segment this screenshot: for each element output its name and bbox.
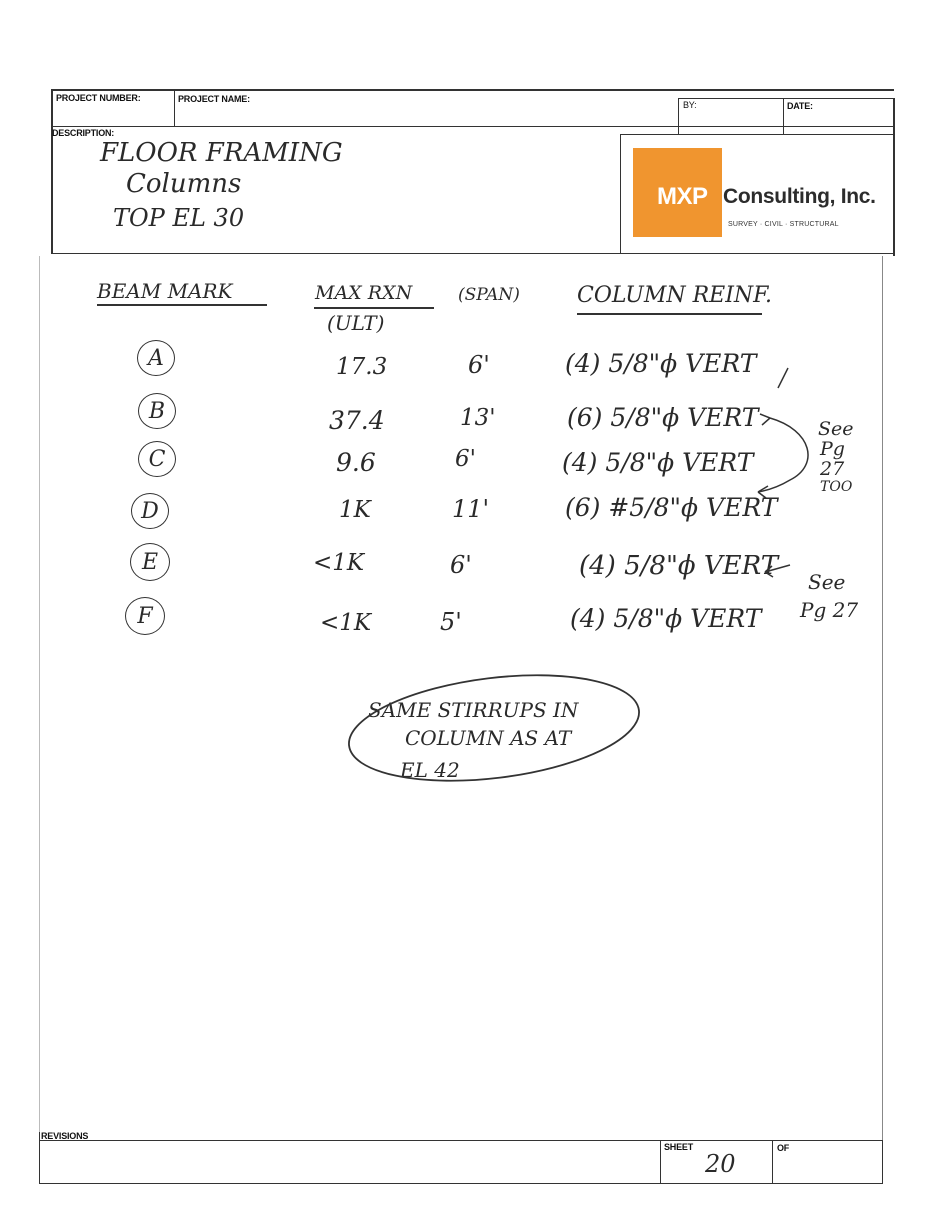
description-line-2: Columns [126, 169, 242, 199]
header-max-rxn: MAX RXN [315, 282, 413, 304]
arrow-row-e [765, 565, 790, 577]
row-a-reinf: (4) 5/8"ϕ VERT [565, 349, 757, 378]
row-d-reinf: (6) #5/8"ϕ VERT [565, 493, 778, 522]
beam-mark-d: D [141, 498, 159, 524]
row-a-span: 6' [468, 351, 490, 379]
header-beam-mark: BEAM MARK [97, 279, 233, 303]
header-max-rxn-unit: (ULT) [327, 311, 385, 335]
bottom-strip-top-border [39, 1140, 883, 1141]
see-note-2-line-1: See [808, 570, 846, 594]
of-label: OF [777, 1143, 790, 1153]
date-label: DATE: [787, 101, 813, 111]
row-e-rxn: <1K [313, 550, 365, 576]
row-b-reinf: (6) 5/8"ϕ VERT [567, 403, 759, 432]
logo-company-name: Consulting, Inc. [723, 185, 876, 208]
oval-note-line-1: SAME STIRRUPS IN [368, 698, 579, 722]
row-c-span: 6' [455, 446, 476, 472]
see-note-2-line-2: Pg 27 [800, 598, 859, 622]
sheet-label: SHEET [664, 1142, 694, 1152]
header-span: (SPAN) [458, 285, 520, 305]
row-e-span: 6' [450, 551, 472, 579]
bracket-arrow [758, 418, 808, 492]
project-name-label: PROJECT NAME: [178, 94, 250, 104]
by-label: BY: [683, 100, 697, 110]
row-f-span: 5' [440, 608, 462, 636]
oval-note-line-3: EL 42 [400, 758, 460, 782]
logo-tagline: SURVEY · CIVIL · STRUCTURAL [728, 221, 839, 228]
row-a-rxn: 17.3 [336, 354, 388, 380]
page-right-edge [882, 256, 883, 1140]
bottom-strip-right-border [882, 1140, 883, 1184]
see-note-1-line-1: See [818, 418, 854, 440]
row-f-reinf: (4) 5/8"ϕ VERT [570, 604, 762, 633]
revisions-label: REVISIONS [41, 1131, 89, 1141]
arrowhead-top [760, 414, 770, 425]
row-e-reinf: (4) 5/8"ϕ VERT [579, 551, 779, 581]
row-f-rxn: <1K [320, 610, 372, 636]
row-c-rxn: 9.6 [336, 448, 376, 477]
logo-mark: MXP [657, 183, 708, 210]
project-number-label: PROJECT NUMBER: [56, 93, 141, 103]
beam-mark-a: A [148, 345, 164, 371]
see-note-1-line-3: 27 [820, 458, 845, 480]
header-column-reinf: COLUMN REINF. [577, 283, 772, 308]
tick-mark-row-a [778, 368, 788, 388]
row-c-reinf: (4) 5/8"ϕ VERT [562, 448, 754, 477]
row-b-rxn: 37.4 [329, 406, 385, 435]
description-line-1: FLOOR FRAMING [100, 138, 343, 168]
sheet-number: 20 [705, 1150, 736, 1178]
bottom-strip-left-border [39, 1130, 40, 1184]
see-note-1-line-4: TOO [820, 479, 853, 495]
beam-mark-c: C [148, 446, 166, 472]
beam-mark-b: B [148, 398, 166, 424]
row-d-rxn: 1K [339, 497, 371, 523]
sheet-divider [660, 1140, 661, 1184]
beam-mark-e: E [141, 549, 159, 575]
see-note-1-line-2: Pg [820, 438, 845, 460]
oval-note-outline [343, 661, 645, 796]
bottom-strip-bottom-border [39, 1183, 883, 1184]
row-d-span: 11' [452, 495, 490, 523]
description-line-3: TOP EL 30 [113, 204, 245, 232]
beam-mark-f: F [137, 603, 153, 629]
row-b-span: 13' [460, 405, 496, 431]
oval-note-line-2: COLUMN AS AT [405, 726, 572, 750]
description-label: DESCRIPTION: [52, 128, 115, 138]
page-left-edge [39, 256, 40, 1132]
of-divider [772, 1140, 773, 1184]
